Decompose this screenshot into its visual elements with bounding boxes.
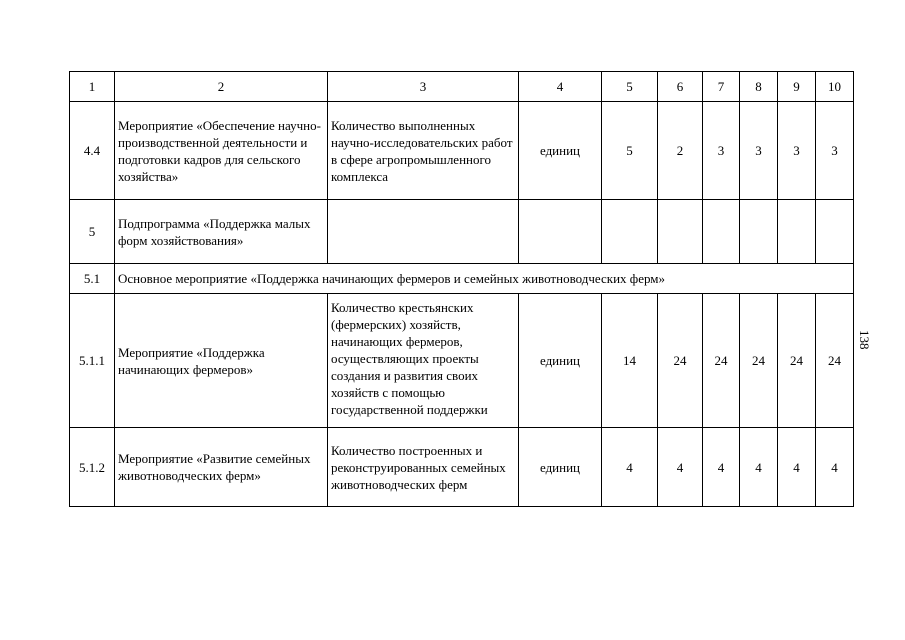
value-cell: 4 <box>778 428 816 507</box>
table-row <box>70 264 854 294</box>
unit-cell: единиц <box>519 428 602 507</box>
empty-cell <box>703 200 740 264</box>
value-cell: 4 <box>602 428 658 507</box>
table-row <box>70 294 854 428</box>
header-cell: 3 <box>328 72 519 102</box>
indicator-name: Количество построенных и реконструированных семейных животноводческих ферм <box>328 428 519 507</box>
header-cell: 7 <box>703 72 740 102</box>
value-cell: 3 <box>740 102 778 200</box>
row-number: 5.1.2 <box>70 428 115 507</box>
document-sheet <box>69 71 854 507</box>
page-number: 138 <box>857 330 872 350</box>
empty-cell <box>519 200 602 264</box>
value-cell: 24 <box>778 294 816 428</box>
header-cell: 6 <box>658 72 703 102</box>
empty-cell <box>740 200 778 264</box>
indicator-name: Количество выполненных научно-исследовательских работ в сфере агропромышленного комплекса <box>328 102 519 200</box>
table-row <box>70 428 854 507</box>
header-cell: 5 <box>602 72 658 102</box>
value-cell: 3 <box>703 102 740 200</box>
subprogram-name: Подпрограмма «Поддержка малых форм хозяйствования» <box>115 200 328 264</box>
value-cell: 3 <box>778 102 816 200</box>
value-cell: 24 <box>703 294 740 428</box>
empty-cell <box>778 200 816 264</box>
header-row <box>70 72 854 102</box>
main-activity-name: Основное мероприятие «Поддержка начинающих фермеров и семейных животноводческих ферм» <box>115 264 854 294</box>
header-cell: 9 <box>778 72 816 102</box>
header-cell: 2 <box>115 72 328 102</box>
row-number: 5.1 <box>70 264 115 294</box>
header-cell: 1 <box>70 72 115 102</box>
row-number: 5 <box>70 200 115 264</box>
indicators-table <box>69 71 854 507</box>
value-cell: 2 <box>658 102 703 200</box>
value-cell: 3 <box>816 102 854 200</box>
activity-name: Мероприятие «Поддержка начинающих фермеров» <box>115 294 328 428</box>
value-cell: 4 <box>658 428 703 507</box>
empty-cell <box>816 200 854 264</box>
value-cell: 24 <box>816 294 854 428</box>
unit-cell: единиц <box>519 294 602 428</box>
row-number: 5.1.1 <box>70 294 115 428</box>
value-cell: 4 <box>740 428 778 507</box>
empty-cell <box>328 200 519 264</box>
value-cell: 4 <box>816 428 854 507</box>
value-cell: 5 <box>602 102 658 200</box>
header-cell: 10 <box>816 72 854 102</box>
empty-cell <box>602 200 658 264</box>
activity-name: Мероприятие «Обеспечение научно-производственной деятельности и подготовки кадров для сельского хозяйства» <box>115 102 328 200</box>
row-number: 4.4 <box>70 102 115 200</box>
value-cell: 24 <box>740 294 778 428</box>
unit-cell: единиц <box>519 102 602 200</box>
activity-name: Мероприятие «Развитие семейных животноводческих ферм» <box>115 428 328 507</box>
indicator-name: Количество крестьянских (фермерских) хозяйств, начинающих фермеров, осуществляющих проекты создания и развития своих хозяйств с помощью государственной поддержки <box>328 294 519 428</box>
header-cell: 4 <box>519 72 602 102</box>
value-cell: 24 <box>658 294 703 428</box>
value-cell: 4 <box>703 428 740 507</box>
empty-cell <box>658 200 703 264</box>
header-cell: 8 <box>740 72 778 102</box>
table-row <box>70 200 854 264</box>
table-row <box>70 102 854 200</box>
value-cell: 14 <box>602 294 658 428</box>
